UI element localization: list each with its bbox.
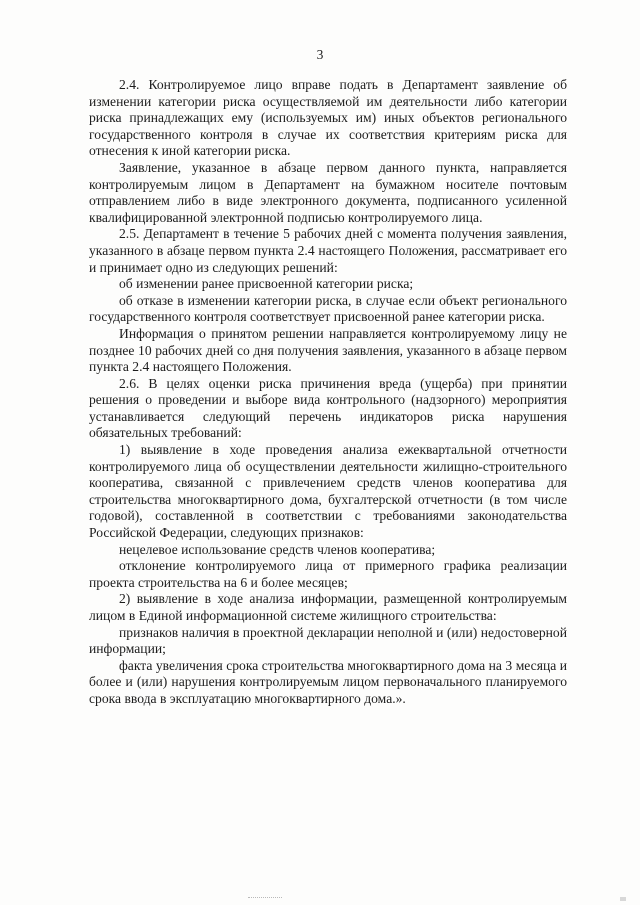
risk-indicator-2: 2) выявление в ходе анализа информации, размещенной контролируемым лицом в Единой информационной системе жилищного строительства: <box>89 591 567 623</box>
risk-indicator-1-sign-b: отклонение контролируемого лица от примерного графика реализации проекта строительства на 6 и более месяцев; <box>89 558 567 590</box>
risk-indicator-1-sign-a: нецелевое использование средств членов кооператива; <box>119 541 436 557</box>
decision-option-refusal: об отказе в изменении категории риска, в случае если объект регионального государственного контроля соответствует присвоенной ранее категории риска. <box>89 292 567 325</box>
decision-option-change: об изменении ранее присвоенной категории риска; <box>119 276 414 292</box>
document-body <box>89 77 567 708</box>
paragraph-2-4: 2.4. Контролируемое лицо вправе подать в Департамент заявление об изменении категории риска осуществляемой им деятельности либо категории риска принадлежащих ему (используемых им) иных объектов регионального государственного контроля в случае их соответствия критериям риска для отнесения к иной категории риска. <box>89 77 567 159</box>
risk-indicator-1: 1) выявление в ходе проведения анализа ежеквартальной отчетности контролируемого лица об осуществлении деятельности жилищно-строительного кооператива, связанной с привлечением средств членов кооператива для строительства многоквартирного дома, бухгалтерской отчетности (в том числе годовой), составленной в соответствии с требованиями законодательства Российской Федерации, следующих признаков: <box>89 442 567 541</box>
risk-indicator-2-sign-b: факта увеличения срока строительства многоквартирного дома на 3 месяца и более и (или) нарушения контролируемым лицом первоначального планируемого срока ввода в эксплуатацию многоквартирного дома.». <box>89 657 567 706</box>
paragraph-decision-info: Информация о принятом решении направляется контролируемому лицу не позднее 10 рабочих дней со дня получения заявления, указанного в абзаце первом пункта 2.4 настоящего Положения. <box>89 325 567 375</box>
paragraph-application: Заявление, указанное в абзаце первом данного пункта, направляется контролируемым лицом в Департамент на бумажном носителе почтовым отправлением либо в виде электронного документа, подписанного усиленной квалифицированной электронной подписью контролируемого лица. <box>89 159 567 225</box>
scan-artifact-mark <box>248 897 282 899</box>
risk-indicator-2-sign-a: признаков наличия в проектной декларации неполной и (или) недостоверной информации; <box>89 624 567 657</box>
paragraph-2-6: 2.6. В целях оценки риска причинения вреда (ущерба) при принятии решения о проведении и выборе вида контрольного (надзорного) мероприятия устанавливается следующий перечень индикаторов риска нарушения обязательных требований: <box>89 375 567 441</box>
paragraph-2-5: 2.5. Департамент в течение 5 рабочих дней с момента получения заявления, указанного в абзаце первом пункта 2.4 настоящего Положения, рассматривает его и принимает одно из следующих решений: <box>89 226 567 275</box>
page-number: 3 <box>316 47 324 62</box>
scan-artifact-corner <box>620 897 626 901</box>
